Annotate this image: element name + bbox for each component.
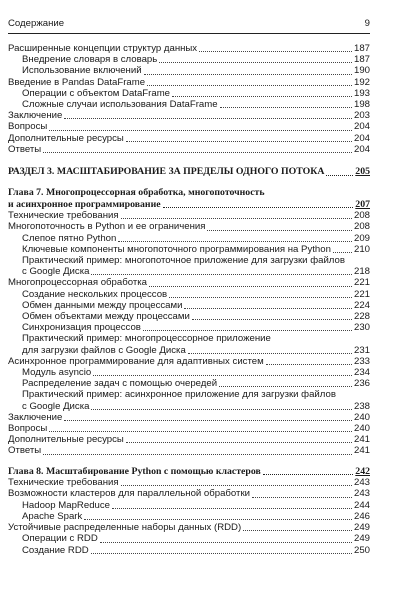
chapter-title-line1: Глава 7. Многопроцессорная обработка, многопоточность xyxy=(8,187,265,199)
entry-title: Вопросы xyxy=(8,121,48,133)
chapter-title: Глава 8. Масштабирование Python с помощью кластеров xyxy=(8,465,261,477)
entry-title: Ключевые компоненты многопоточного программирования на Python xyxy=(22,243,331,255)
entry-title: Практический пример: многопоточное приложение для загрузки файлов xyxy=(22,255,345,267)
entry-title: Ответы xyxy=(8,143,42,155)
entry-title: Создание RDD xyxy=(22,544,89,556)
toc-part-3[interactable] xyxy=(8,166,370,178)
entry-page: 240 xyxy=(353,423,370,435)
entry-page: 249 xyxy=(353,522,370,534)
entry-page: 250 xyxy=(353,544,370,556)
entry-page: 208 xyxy=(353,221,370,233)
leader-dots xyxy=(49,431,352,432)
chapter-page: 207 xyxy=(355,198,370,210)
toc-entry[interactable] xyxy=(8,412,370,423)
entry-page: 238 xyxy=(353,400,370,412)
entry-title: Операции с объектом DataFrame xyxy=(22,87,171,99)
leader-dots xyxy=(243,530,352,531)
entry-title: Apache Spark xyxy=(22,510,83,522)
toc-entry[interactable] xyxy=(8,434,370,445)
entry-title-continued: с Google Диска xyxy=(22,266,90,278)
entry-title: Многопроцессорная обработка xyxy=(8,277,147,289)
toc-entry[interactable] xyxy=(8,522,370,533)
entry-page: 198 xyxy=(353,99,370,111)
entry-title: Использование включений xyxy=(22,65,142,77)
entry-page: 204 xyxy=(353,143,370,155)
entry-title: Модуль asyncio xyxy=(22,367,92,379)
toc-entry[interactable] xyxy=(8,488,370,499)
leader-dots xyxy=(126,141,352,142)
toc-entry[interactable] xyxy=(8,423,370,434)
entry-title-continued: с Google Диска xyxy=(22,400,90,412)
leader-dots xyxy=(100,542,352,543)
header-divider xyxy=(8,33,370,34)
leader-dots xyxy=(49,130,352,131)
entry-page: 244 xyxy=(353,499,370,511)
toc-entry[interactable] xyxy=(8,300,370,311)
toc-entry[interactable] xyxy=(8,54,370,65)
entry-page: 208 xyxy=(353,210,370,222)
entry-page: 243 xyxy=(353,488,370,500)
running-title: Содержание xyxy=(8,18,65,29)
toc-chapter-8[interactable] xyxy=(8,466,370,478)
toc-entry[interactable] xyxy=(8,289,370,300)
toc-entry[interactable] xyxy=(8,356,370,367)
entry-page: 203 xyxy=(353,110,370,122)
leader-dots xyxy=(219,386,352,387)
leader-dots xyxy=(326,175,353,176)
toc-entry[interactable] xyxy=(8,210,370,221)
leader-dots xyxy=(91,409,352,410)
entry-title: Практический пример: многопроцессорное приложение xyxy=(22,333,271,345)
leader-dots xyxy=(333,252,352,253)
entry-title: Расширенные концепции структур данных xyxy=(8,43,198,54)
page-number: 9 xyxy=(364,18,370,29)
entry-page: 228 xyxy=(353,311,370,323)
leader-dots xyxy=(207,230,352,231)
leader-dots xyxy=(220,107,352,108)
entry-page: 221 xyxy=(353,288,370,300)
toc-entry[interactable] xyxy=(8,545,370,556)
leader-dots xyxy=(184,308,352,309)
toc-entry[interactable] xyxy=(8,221,370,232)
toc-entry[interactable] xyxy=(8,367,370,378)
entry-title: Операции с RDD xyxy=(22,533,98,545)
toc-entry[interactable] xyxy=(8,65,370,76)
leader-dots xyxy=(172,96,352,97)
toc-entry[interactable] xyxy=(8,322,370,333)
leader-dots xyxy=(84,519,352,520)
entry-page: 241 xyxy=(353,434,370,446)
toc-entry[interactable] xyxy=(8,378,370,389)
leader-dots xyxy=(126,442,352,443)
entry-title: Устойчивые распределенные наборы данных (RDD) xyxy=(8,522,242,534)
entry-page: 230 xyxy=(353,322,370,334)
leader-dots xyxy=(252,497,352,498)
entry-page: 243 xyxy=(353,477,370,489)
entry-page: 204 xyxy=(353,121,370,133)
entry-title: Дополнительные ресурсы xyxy=(8,132,124,144)
entry-title-continued: для загрузки файлов с Google Диска xyxy=(22,344,186,356)
leader-dots xyxy=(43,152,352,153)
toc-entry[interactable] xyxy=(8,277,370,288)
leader-dots xyxy=(192,319,352,320)
leader-dots xyxy=(64,420,352,421)
entry-page: 233 xyxy=(353,355,370,367)
entry-title: Заключение xyxy=(8,110,63,122)
entry-title: Технические требования xyxy=(8,210,119,222)
toc-entry[interactable] xyxy=(8,88,370,99)
entry-page: 209 xyxy=(353,232,370,244)
leader-dots xyxy=(169,297,352,298)
entry-title: Распределение задач с помощью очередей xyxy=(22,378,218,390)
entry-page: 187 xyxy=(353,43,370,54)
leader-dots xyxy=(121,485,352,486)
toc-entry[interactable] xyxy=(8,477,370,488)
part-page: 205 xyxy=(355,166,370,178)
entry-page: 210 xyxy=(353,243,370,255)
leader-dots xyxy=(64,118,352,119)
part-title: РАЗДЕЛ 3. МАСШТАБИРОВАНИЕ ЗА ПРЕДЕЛЫ ОДНОГО ПОТОКА xyxy=(8,166,325,178)
table-of-contents xyxy=(8,43,370,556)
leader-dots xyxy=(266,364,352,365)
toc-entry[interactable] xyxy=(8,43,370,54)
entry-page: 236 xyxy=(353,378,370,390)
entry-page: 246 xyxy=(353,510,370,522)
entry-title: Слепое пятно Python xyxy=(22,232,117,244)
entry-title: Практический пример: асинхронное приложение для загрузки файлов xyxy=(22,389,336,401)
entry-page: 192 xyxy=(353,76,370,88)
entry-title: Обмен объектами между процессами xyxy=(22,311,190,323)
entry-page: 204 xyxy=(353,132,370,144)
entry-title: Сложные случаи использования DataFrame xyxy=(22,99,218,111)
entry-title: Заключение xyxy=(8,411,63,423)
entry-title: Hadoop MapReduce xyxy=(22,499,111,511)
leader-dots xyxy=(263,474,354,475)
entry-page: 221 xyxy=(353,277,370,289)
chapter-page: 242 xyxy=(355,465,370,477)
leader-dots xyxy=(199,51,352,52)
entry-title: Создание нескольких процессов xyxy=(22,288,168,300)
toc-entry[interactable] xyxy=(8,110,370,121)
leader-dots xyxy=(159,62,352,63)
leader-dots xyxy=(149,286,352,287)
entry-title: Вопросы xyxy=(8,423,48,435)
entry-page: 249 xyxy=(353,533,370,545)
entry-page: 190 xyxy=(353,65,370,77)
toc-entry[interactable] xyxy=(8,77,370,88)
entry-title: Синхронизация процессов xyxy=(22,322,141,334)
leader-dots xyxy=(188,353,352,354)
toc-entry[interactable] xyxy=(8,99,370,110)
toc-entry[interactable] xyxy=(8,121,370,132)
toc-entry[interactable] xyxy=(8,389,370,411)
entry-title: Внедрение словаря в словарь xyxy=(22,54,158,66)
toc-entry[interactable] xyxy=(8,311,370,322)
toc-entry[interactable] xyxy=(8,533,370,544)
entry-title: Технические требования xyxy=(8,477,119,489)
leader-dots xyxy=(43,454,352,455)
toc-entry[interactable] xyxy=(8,244,370,255)
toc-entry[interactable] xyxy=(8,233,370,244)
toc-group-chapter8 xyxy=(8,477,370,555)
toc-entry[interactable] xyxy=(8,500,370,511)
entry-page: 224 xyxy=(353,299,370,311)
leader-dots xyxy=(112,508,352,509)
leader-dots xyxy=(147,85,352,86)
leader-dots xyxy=(118,241,352,242)
toc-entry[interactable] xyxy=(8,255,370,277)
leader-dots xyxy=(93,375,352,376)
entry-title: Дополнительные ресурсы xyxy=(8,434,124,446)
leader-dots xyxy=(144,74,352,75)
toc-entry[interactable] xyxy=(8,133,370,144)
entry-page: 187 xyxy=(353,54,370,66)
toc-group-chapter6-end xyxy=(8,43,370,155)
entry-page: 234 xyxy=(353,367,370,379)
entry-page: 218 xyxy=(353,266,370,278)
entry-page: 231 xyxy=(353,344,370,356)
toc-entry[interactable] xyxy=(8,333,370,355)
toc-chapter-7[interactable] xyxy=(8,187,370,210)
page-header xyxy=(8,18,370,32)
leader-dots xyxy=(91,553,352,554)
entry-title: Введение в Pandas DataFrame xyxy=(8,76,146,88)
entry-page: 241 xyxy=(353,445,370,457)
entry-title: Ответы xyxy=(8,445,42,457)
chapter-title-line2: и асинхронное программирование xyxy=(8,198,161,210)
entry-page: 193 xyxy=(353,87,370,99)
toc-entry[interactable] xyxy=(8,445,370,456)
entry-title: Возможности кластеров для параллельной обработки xyxy=(8,488,251,500)
leader-dots xyxy=(91,274,352,275)
toc-entry[interactable] xyxy=(8,511,370,522)
toc-group-chapter7 xyxy=(8,210,370,456)
entry-page: 240 xyxy=(353,411,370,423)
leader-dots xyxy=(143,330,352,331)
toc-entry[interactable] xyxy=(8,144,370,155)
entry-title: Асинхронное программирование для адаптивных систем xyxy=(8,355,264,367)
entry-title: Многопоточность в Python и ее ограничения xyxy=(8,221,206,233)
leader-dots xyxy=(163,207,354,208)
leader-dots xyxy=(121,218,352,219)
entry-title: Обмен данными между процессами xyxy=(22,299,183,311)
